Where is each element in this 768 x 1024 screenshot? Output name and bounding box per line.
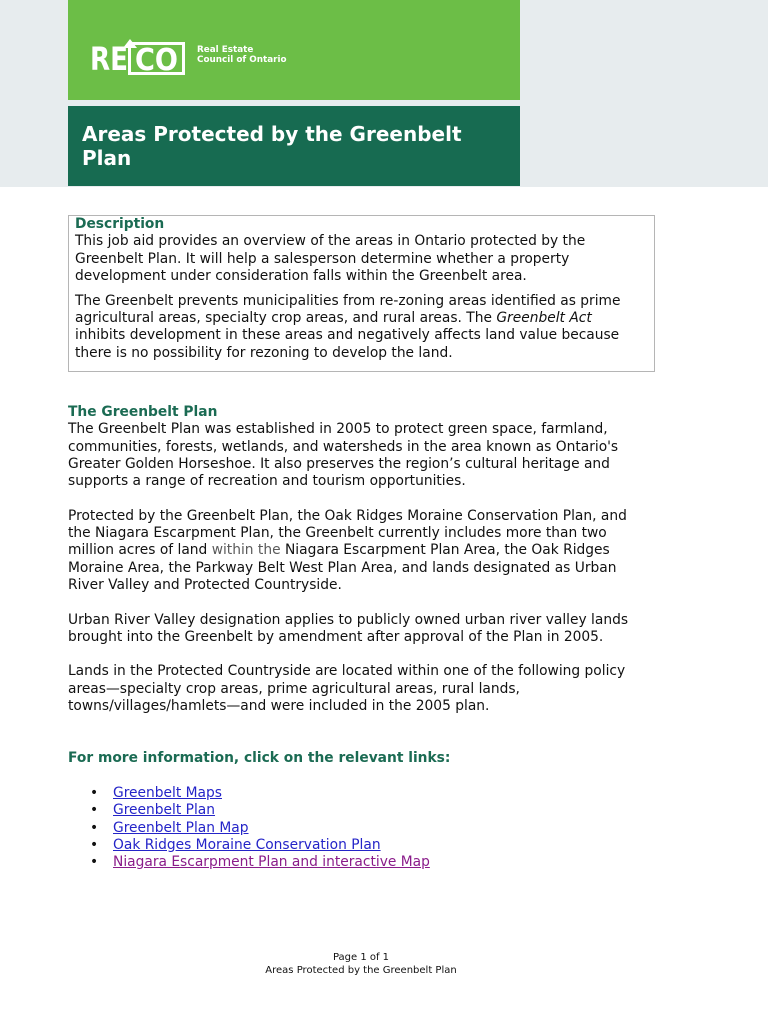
text-line: development under consideration falls within the Greenbelt area. [75,267,527,284]
paragraph [75,233,648,285]
text-segment: agricultural areas, specialty crop areas, and rural areas. The [75,310,497,327]
text-line: there is no possibility for rezoning to develop the land. [75,344,453,361]
text-line [68,542,688,559]
text-line: brought into the Greenbelt by amendment after approval of the Plan in 2005. [68,628,604,645]
text-line: This job aid provides an overview of the areas in Ontario protected by the [75,233,586,250]
text-line: the Niagara Escarpment Plan, the Greenbelt currently includes more than two [68,525,607,542]
text-line: supports a range of recreation and tourism opportunities. [68,473,466,490]
text-segment: Niagara Escarpment Plan Area, the Oak Ridges [280,542,610,559]
link-niagara-escarpment-plan[interactable]: Niagara Escarpment Plan and interactive Map [113,854,430,871]
org-name-line: Real Estate [197,45,254,55]
more-info-heading: For more information, click on the relevant links: [68,750,451,766]
page-number: Page 1 of 1 [332,952,390,963]
footer-title: Areas Protected by the Greenbelt Plan [265,965,457,976]
org-name [197,45,287,65]
org-name-line: Council of Ontario [197,55,287,65]
links-list [68,785,688,871]
text-line: Urban River Valley designation applies to publicly owned urban river valley lands [68,611,629,628]
brand-block [68,0,520,100]
act-title: Greenbelt Act [496,310,592,327]
text-line: communities, forests, wetlands, and watersheds in the area known as Ontario's [68,438,619,455]
text-line: Protected by the Greenbelt Plan, the Oak Ridges Moraine Conservation Plan, and [68,507,627,524]
page-footer [211,951,511,977]
bullet-icon: • [90,836,99,853]
bullet-icon: • [90,785,99,801]
description-box [68,215,655,372]
more-info-section [68,750,688,767]
text-segment: million acres of land [68,542,212,559]
list-item [68,837,688,854]
description-heading: Description [75,216,165,232]
text-line: Greater Golden Horseshoe. It also preserves the region’s cultural heritage and [68,455,610,472]
text-line: towns/villages/hamlets—and were included in the 2005 plan. [68,698,490,715]
paragraph [68,663,688,715]
greenbelt-plan-section [68,404,688,715]
list-item [68,854,688,871]
bullet-icon: • [90,819,99,836]
text-line: Lands in the Protected Countryside are located within one of the following policy [68,663,626,680]
section-heading: The Greenbelt Plan [68,404,218,420]
paragraph [68,612,688,647]
bullet-icon: • [90,802,99,819]
text-line: The Greenbelt prevents municipalities from re-zoning areas identified as prime [75,292,621,309]
text-line: The Greenbelt Plan was established in 2005 to protect green space, farmland, [68,421,608,438]
list-item [68,785,688,802]
text-line: inhibits development in these areas and negatively affects land value because [75,327,620,344]
title-bar [68,106,520,186]
text-line: River Valley and Protected Countryside. [68,576,342,593]
text-segment-muted: within the [211,542,281,559]
text-line: Moraine Area, the Parkway Belt West Plan Area, and lands designated as Urban [68,559,617,576]
list-item [68,820,688,837]
reco-logo [89,37,189,77]
text-line: areas—specialty crop areas, prime agricultural areas, rural lands, [68,680,520,697]
bullet-icon: • [90,854,99,871]
link-oak-ridges-moraine-plan[interactable]: Oak Ridges Moraine Conservation Plan [113,836,381,853]
list-item [68,802,688,819]
logo-mark-left: RE [90,40,128,77]
link-greenbelt-maps[interactable]: Greenbelt Maps [113,785,222,801]
paragraph [68,508,688,594]
text-line: Greenbelt Plan. It will help a salesperson determine whether a property [75,250,570,267]
text-line [75,310,648,327]
link-greenbelt-plan[interactable]: Greenbelt Plan [113,802,216,819]
paragraph [75,293,648,362]
logo-mark-right: CO [135,43,178,77]
paragraph [68,421,688,490]
page-title: Areas Protected by the Greenbelt Plan [82,122,462,170]
link-greenbelt-plan-map[interactable]: Greenbelt Plan Map [113,819,249,836]
